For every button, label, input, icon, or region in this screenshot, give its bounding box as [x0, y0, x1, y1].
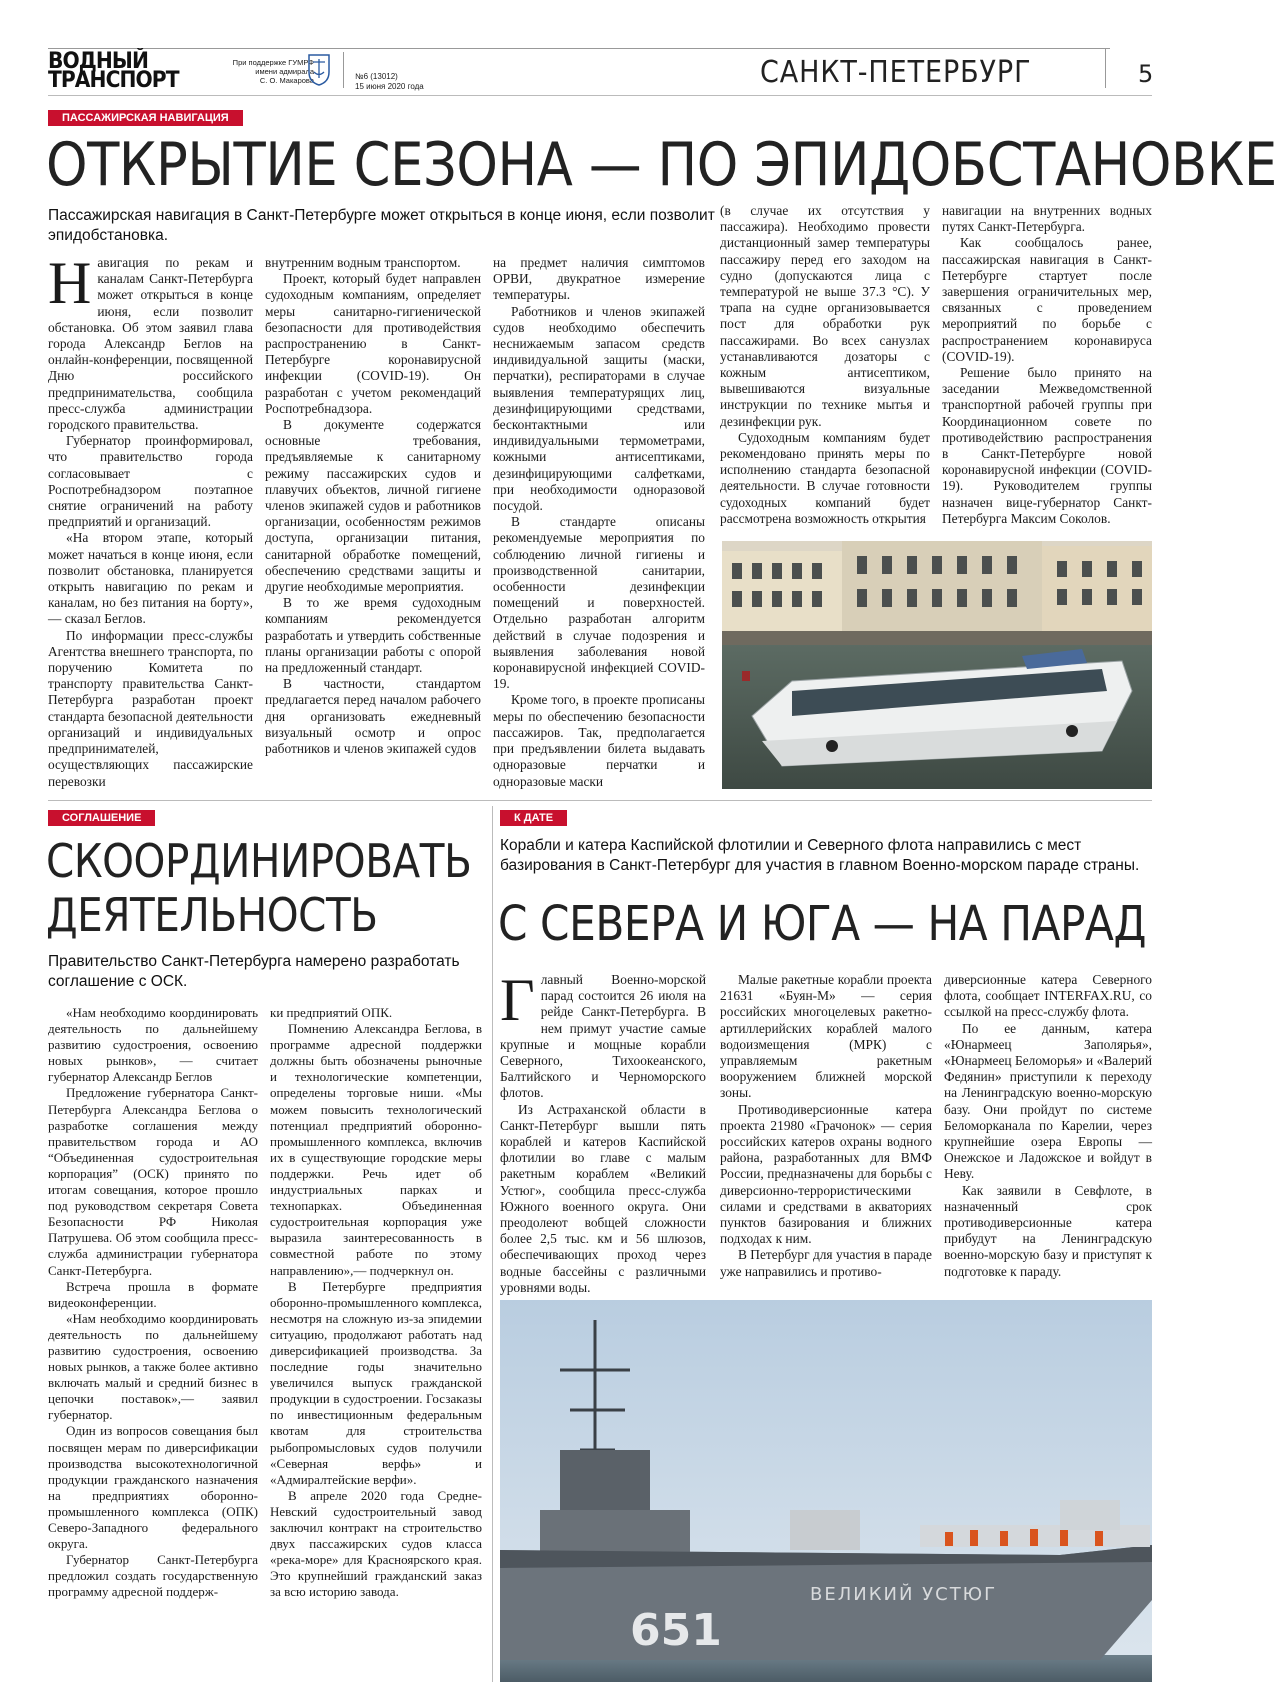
article1-col5-p1: навигации на внутренних водных путях Санкт-Петербурга. — [942, 203, 1152, 235]
article1-column-4 — [720, 203, 930, 533]
article3-col3-p1: диверсионные катера Северного флота, сообщает INTERFAX.RU, со ссылкой на пресс-службу флота. — [944, 972, 1152, 1020]
article1-col2-p5: В частности, стандартом предлагается перед началом рабочего дня организовать ежедневный визуальный осмотр и опрос работников и членов экипажей судов — [265, 676, 481, 757]
article1-col1-p3: «На втором этапе, который может начаться в конце июня, если позволит обстановка, планируется открыть навигацию по рекам и каналам, но без питания на борту»,— сказал Беглов. — [48, 530, 253, 627]
hull-number-label: 651 — [630, 1605, 722, 1656]
article3-col2-p3: В Петербург для участия в параде уже направились и противо- — [720, 1247, 932, 1279]
article3-dropcap: Г — [500, 967, 535, 1033]
article1-col1-p1 — [48, 250, 253, 433]
section-title: САНКТ-ПЕТЕРБУРГ — [760, 55, 1032, 90]
article1-col4-p1: (в случае их отсутствия у пассажира). Необходимо провести дистанционный замер температуры пассажиру перед его заходом на судно (допускаются лица с температурой не выше 37.3 °С). У трапа на судне организовывается пост для обработки рук пассажирами. Во всех санузлах устанавливаются дозаторы с кожным антисептиком, вывешиваются визуальные инструкции по технике мытья и дезинфекции рук. — [720, 203, 930, 429]
article2-column-2 — [270, 1005, 482, 1680]
article1-column-3 — [493, 255, 705, 800]
article2-col1-p6: Губернатор Санкт-Петербурга предложил создать государственную программу адресной поддерж- — [48, 1552, 258, 1600]
article2-lead: Правительство Санкт-Петербурга намерено разработать соглашение с ОСК. — [48, 953, 460, 990]
masthead-bottom-rule — [48, 95, 1152, 96]
article1-col3-p3: В стандарте описаны рекомендуемые мероприятия по соблюдению личной гигиены и производственной санитарии, особенности дезинфекции помещений и поверхностей. Отдельно разработан алгоритм действий в случае подозрения и выявления заболевания новой коронавирусной инфекцией COVID-19. — [493, 514, 705, 692]
article2-col1-p3: Встреча прошла в формате видеоконференции. — [48, 1278, 258, 1310]
article1-lead: Пассажирская навигация в Санкт-Петербурге может открыться в конце июня, если позволит эпидобстановка. — [48, 207, 715, 244]
article2-column-1 — [48, 1005, 258, 1680]
article3-column-2 — [720, 972, 932, 1282]
article2-headline-line-1: СКООРДИНИРОВАТЬ — [46, 834, 472, 888]
article3-headline: С СЕВЕРА И ЮГА — НА ПАРАД — [498, 896, 1147, 952]
photo-warship-veliky-ustyug — [500, 1300, 1152, 1682]
support-line-3: С. О. Макарова — [259, 76, 314, 85]
article1-column-1 — [48, 250, 253, 800]
article1-col1-p1-text: авигация по рекам и каналам Санкт-Петербурга может открыться в конце июня, если позволит обстановка. Об этом заявил глава города Александр Беглов на онлайн-конференции, посвященной Дню российского предпринимательства, сообщила пресс-служба администрации городского правительства. — [48, 255, 253, 433]
article1-col2-p2: Проект, который будет направлен судоходным компаниям, определяет меры санитарно-гигиенической безопасности для противодействия распространению в Санкт-Петербурге коронавирусной инфекции (COVID-19). Он разработан с учетом рекомендаций Роспотребнадзора. — [265, 271, 481, 416]
article3-column-3 — [944, 972, 1152, 1282]
article2-headline — [46, 834, 471, 942]
section-divider-rule — [48, 800, 1152, 801]
article2-headline-line-2: ДЕЯТЕЛЬНОСТЬ — [46, 888, 378, 942]
article2-col2-p4: В апреле 2020 года Средне-Невский судостроительный завод заключил контракт на строительство двух пассажирских судов класса «река-море» для Красноярского края. Это крупнейший гражданский заказ за всю историю завода. — [270, 1487, 482, 1600]
article1-col1-p2: Губернатор проинформировал, что правительство города согласовывает с Роспотребнадзором поэтапное снятие ограничений на работу предприятий и организаций. — [48, 433, 253, 530]
article3-col2-p2: Противодиверсионные катера проекта 21980 «Грачонок» — серия российских катеров охраны водного района, разработанных для ВМФ России, предназначены для борьбы с диверсионно-террористическими силами и средствами в акваториях пунктов базирования и ближних подходах к ним. — [720, 1101, 932, 1247]
article2-col1-p1: «Нам необходимо координировать деятельность по дальнейшему развитию судостроения, освоению новых рынков», — считает губернатор Александр Беглов — [48, 1005, 258, 1085]
article2-col1-p2: Предложение губернатора Санкт-Петербурга Александра Беглова о разработке соглашения между правительством города и АО “Объединенная судостроительная корпорация” (ОСК) принято по итогам совещания, которое прошло под руководством секретаря Совета Безопасности РФ Николая Патрушева. Об этом сообщила пресс-служба администрации губернатора Санкт-Петербурга. — [48, 1085, 258, 1278]
article3-col3-p2: По ее данным, катера «Юнармеец Заполярья», «Юнармеец Беломорья» и «Валерий Федянин» приступили к переходу на Ленинградскую военно-морскую базу. Они пройдут по системе Беломорканала по Карелии, через крупнейшие озера Европы — Онежское и Ладожское и войдут в Неву. — [944, 1020, 1152, 1182]
article3-col3-p3: Как заявили в Севфлоте, в назначенный срок противодиверсионные катера прибудут на Ленинградскую военно-морскую базу и приступят к подготовке к параду. — [944, 1182, 1152, 1279]
rubric-agreement: СОГЛАШЕНИЕ — [48, 810, 155, 826]
article1-column-5 — [942, 203, 1152, 533]
masthead-divider — [343, 52, 344, 88]
support-note — [214, 58, 314, 85]
article2-col1-p5: Один из вопросов совещания был посвящен мерам по диверсификации производства высокотехнологичной продукции гражданского назначения на предприятиях оборонно-промышленного комплекса (ОПК) Северо-Западного федерального округа. — [48, 1423, 258, 1552]
article1-col3-p2: Работников и членов экипажей судов необходимо обеспечить неснижаемым запасом средств индивидуальной защиты (маски, перчатки), респираторами в случае выявления температурящих лиц, дезинфицирующими средствами, бесконтактными или индивидуальными термометрами, кожными антисептиками, дезинфицирующими салфетками, при необходимости одноразовой посудой. — [493, 303, 705, 514]
logo-line-2: ТРАНСПОРТ — [48, 68, 179, 93]
article1-col4-p2: Судоходным компаниям будет рекомендовано принять меры по исполнению стандарта безопасной деятельности. В случае готовности судоходных компаний будет рассмотрена возможность открытия — [720, 429, 930, 526]
article3-col1-p1-text: лавный Военно-морской парад состоится 26 июля на рейде Санкт-Петербурга. В нем примут участие самые крупные и мощные корабли Северного, Тихоокеанского, Балтийского и Черноморского флотов. — [500, 972, 706, 1101]
masthead-top-rule — [48, 48, 1110, 49]
university-emblem-icon — [306, 52, 332, 86]
issue-info — [355, 72, 424, 92]
issue-date: 15 июня 2020 года — [355, 82, 424, 91]
article1-col2-p4: В то же время судоходным компаниям рекомендуется разработать и утвердить собственные планы организации работы с опорой на предложенный стандарт. — [265, 595, 481, 676]
article3-col1-p2: Из Астраханской области в Санкт-Петербург вышли пять кораблей и катеров Каспийской флотилии во главе с малым ракетным кораблем «Великий Устюг», сообщила пресс-служба Южного военного округа. Они преодолеют вобщей сложности более 2,5 тыс. км и 56 шлюзов, обеспечивающих проход через водные бассейны с различными уровнями воды. — [500, 1101, 706, 1295]
article1-col3-p4: Кроме того, в проекте прописаны меры по обеспечению безопасности пассажиров. Так, предполагается при предъявлении билета выдавать одноразовые перчатки и одноразовые маски — [493, 692, 705, 789]
article3-column-1 — [500, 967, 706, 1295]
rubric-to-date: К ДАТЕ — [500, 810, 567, 826]
article1-col2-p3: В документе содержатся основные требования, предъявляемые к санитарному режиму пассажирских судов и плавучих объектов, личной гигиене членов экипажей судов и работников организации, особенностям режимов доступа, организации питания, санитарной обработке помещений, обеспечению средствами защиты и другие необходимые мероприятия. — [265, 417, 481, 595]
article3-col2-p1: Малые ракетные корабли проекта 21631 «Буян-М» — серия российских многоцелевых ракетно-артиллерийских кораблей малого водоизмещения (МРК) с управляемым ракетным вооружением ближней морской зоны. — [720, 972, 932, 1101]
article1-col2-p1: внутренним водным транспортом. — [265, 255, 461, 270]
logo-line-1: ВОДНЫЙ — [48, 49, 148, 74]
column-divider — [492, 806, 493, 1682]
support-line-1: При поддержке ГУМРФ — [232, 58, 314, 67]
issue-number: №6 (13012) — [355, 72, 398, 81]
article1-col5-p3: Решение было принято на заседании Межведомственной транспортной рабочей группы при Координационном совете по противодействию распространения в Санкт-Петербурге новой коронавирусной инфекции (COVID-19). Руководителем группы назначен вице-губернатор Санкт-Петербурга Максим Соколов. — [942, 365, 1152, 526]
article1-col1-p4: По информации пресс-службы Агентства внешнего транспорта, по поручению Комитета по транспорту правительства Санкт-Петербурга разработан проект стандарта безопасной деятельности организаций и индивидуальных предпринимателей, осуществляющих пассажирские перевозки — [48, 627, 253, 789]
article1-column-2 — [265, 255, 481, 800]
photo-passenger-boat — [722, 541, 1152, 789]
newspaper-logo — [48, 49, 179, 93]
article1-headline: ОТКРЫТИЕ СЕЗОНА — ПО ЭПИДОБСТАНОВКЕ — [46, 130, 1277, 200]
article2-col2-p1: ки предприятий ОПК. — [270, 1005, 393, 1020]
rubric-passenger-navigation: ПАССАЖИРСКАЯ НАВИГАЦИЯ — [48, 110, 243, 126]
support-line-2: имени адмирала — [255, 67, 314, 76]
page-number: 5 — [1138, 60, 1154, 88]
article2-col2-p3: В Петербурге предприятия оборонно-промышленного комплекса, несмотря на сложную из-за эпидемии ситуацию, продолжают работать над диверсификацией производства. За последние годы значительно увеличился выпуск гражданской продукции в судостроении. Госзаказы по инвестиционным федеральным квотам для строительства рыбопромысловых судов получили «Северная верфь» и «Адмиралтейские верфи». — [270, 1278, 482, 1487]
article2-col1-p4: «Нам необходимо координировать деятельность по дальнейшему развитию судостроения, освоению новых рынков, а также более активно включать малый и средний бизнес в цепочки поставок»,— заявил губернатор. — [48, 1310, 258, 1423]
article1-col3-p1: на предмет наличия симптомов ОРВИ, двукратное измерение температуры. — [493, 255, 705, 303]
article3-lead: Корабли и катера Каспийской флотилии и Северного флота направились с мест базирования в Санкт-Петербург для участия в главном Военно-морском параде страны. — [500, 837, 1140, 874]
article1-col5-p2: Как сообщалось ранее, пассажирская навигация в Санкт-Петербурге стартует после завершения ограничительных мер, связанных с проведением мероприятий по борьбе с распространением коронавируса (COVID-19). — [942, 235, 1152, 364]
article2-col2-p2: Помнению Александра Беглова, в программе адресной поддержки должны быть обозначены рыночные и технологические компетенции, определены торговые ниши. «Мы можем повысить технологический потенциал предприятий оборонно-промышленного комплекса, включив их в существующие городские меры поддержки. Речь идет об индустриальных парках и технопарках. Объединенная судостроительная корпорация уже выразила заинтересованность в совместной работе по этому направлению»,— подчеркнул он. — [270, 1021, 482, 1278]
article3-col1-p1 — [500, 967, 706, 1102]
ship-name-label: ВЕЛИКИЙ УСТЮГ — [810, 1584, 998, 1605]
article1-dropcap: Н — [48, 250, 92, 316]
section-divider — [1105, 48, 1106, 88]
